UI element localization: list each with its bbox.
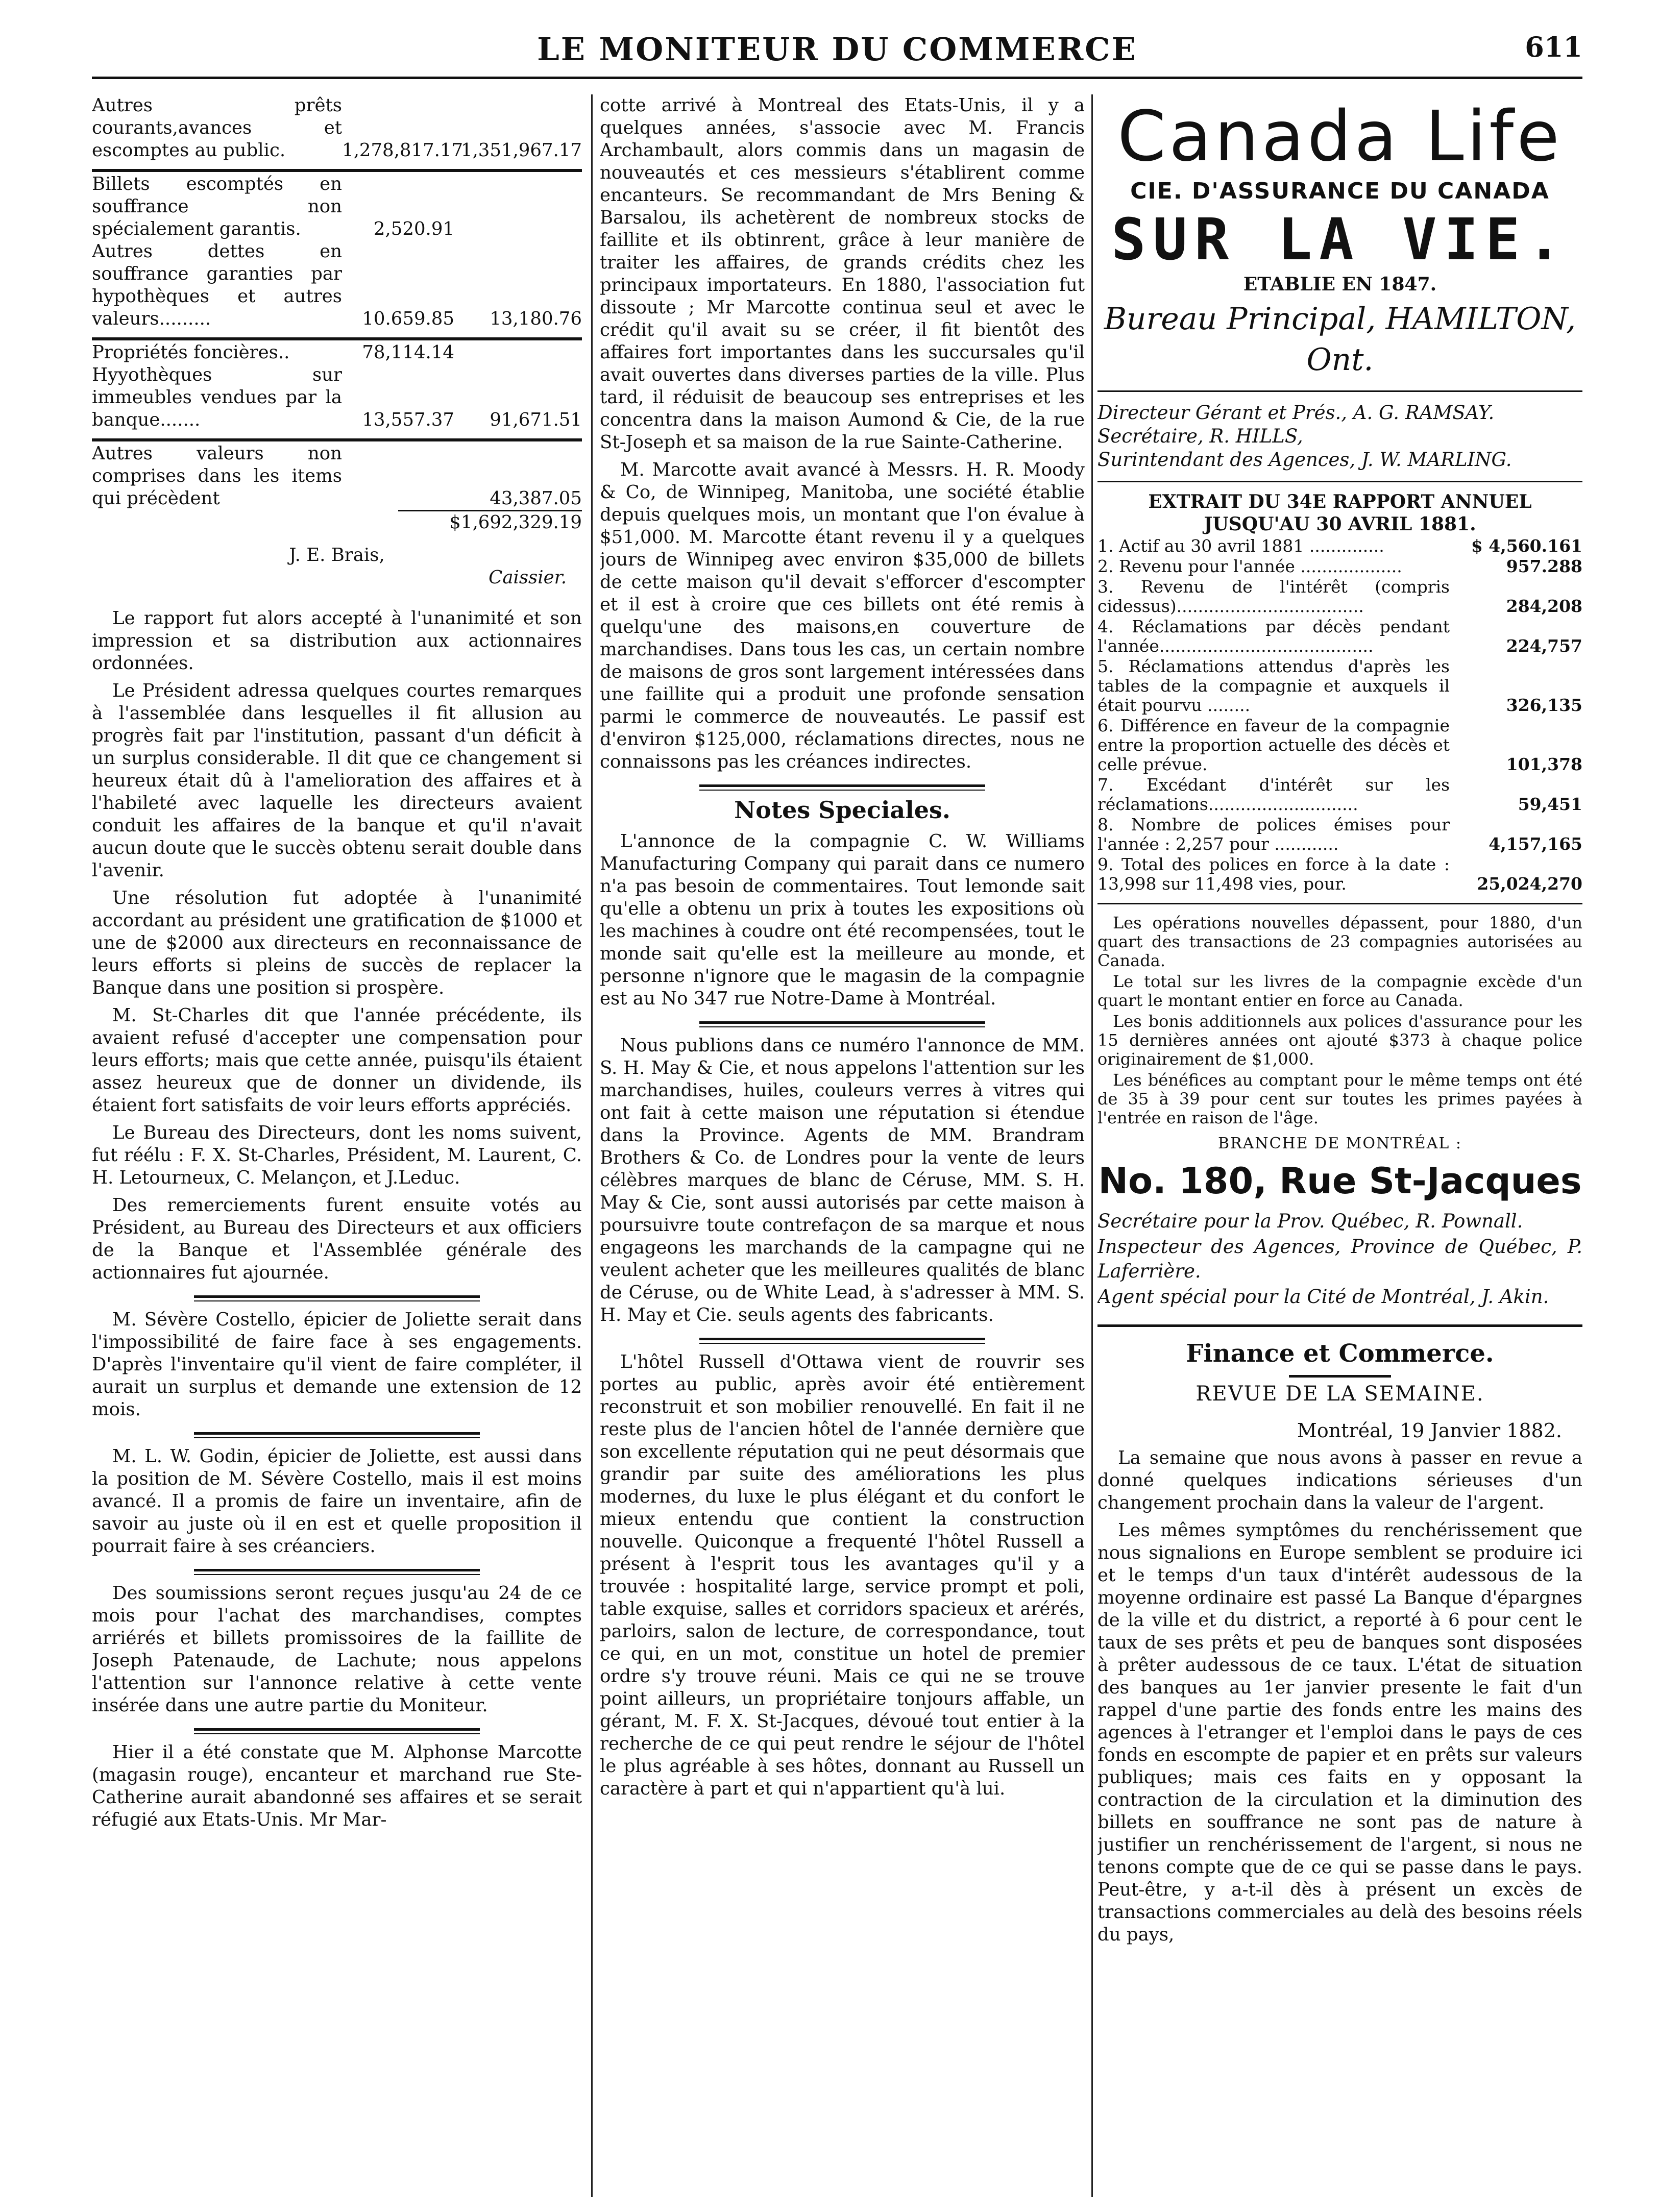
revue-title: REVUE DE LA SEMAINE.	[1196, 1382, 1484, 1406]
stat-label: 7. Excédant d'intérêt sur les réclamations............................	[1097, 775, 1450, 814]
notice-paragraph: M. L. W. Godin, épicier de Joliette, est aussi dans la position de M. Sévère Costello, mais il est moins avancé. Il a promis de faire un inventaire, afin de savoir au juste où il en est et quelle proposition il pourrait faire à ses créanciers.	[92, 1446, 582, 1557]
ad-note: Les opérations nouvelles dépassent, pour 1880, d'un quart des transactions de 23 compagnies autorisées au Canada.	[1097, 913, 1582, 970]
header-rule	[92, 77, 1582, 79]
ad-stat-row	[1097, 775, 1582, 814]
article-paragraph: Des remerciements furent ensuite votés au Président, au Bureau des Directeurs et aux officiers de la Banque et l'Assemblée générale des actionnaires fut ajournée.	[92, 1195, 582, 1283]
section-divider	[194, 1728, 480, 1734]
ad-bureau: Bureau Principal, HAMILTON, Ont.	[1104, 301, 1576, 378]
ad-title: Canada Life	[1117, 96, 1563, 177]
note-paragraph: L'annonce de la compagnie C. W. Williams Manufacturing Company qui parait dans ce numero n'a pas besoin de commentaires. Tout lemonde sait qu'elle a obtenu un prix à toutes les expositions où les machines à coudre ont été recompensées, tout le monde sait qu'elle est la meilleure au monde, et personne n'ignore que le magasin de la compagnie est au No 347 rue Notre-Dame à Montréal.	[600, 831, 1085, 1009]
ad-extrait-date: JUSQU'AU 30 AVRIL 1881.	[1204, 513, 1476, 535]
ad-agent: Agent spécial pour la Cité de Montréal, J. Akin.	[1097, 1286, 1549, 1308]
ad-stat-row	[1097, 657, 1582, 715]
article-paragraph: M. St-Charles dit que l'année précédente, ils avaient refusé d'accepter une compensation pour leurs efforts; mais que cette année, puisqu'ils étaient assez heureux que de donner un dividende, ils étaient fort satisfaits de voir leurs efforts appréciés.	[92, 1005, 582, 1116]
page-header	[92, 26, 1582, 77]
statement-label: Propriétés foncières..	[92, 342, 290, 363]
ad-stat-row	[1097, 855, 1582, 894]
column-left	[92, 94, 582, 2197]
column-middle	[600, 94, 1085, 2197]
statement-row	[92, 341, 582, 364]
note-paragraph: Nous publions dans ce numéro l'annonce de MM. S. H. May & Cie, et nous appelons l'attention sur les marchandises, huiles, couleurs verres à vitres qui ont fait à cette maison une réputation si étendue dans la Province. Agents de MM. Brandram Brothers & Co. de Londres pour la vente de leurs célèbres marques de blanc de Céruse, MM. S. H. May & Cie, sont aussi autorisés par cette maison à poursuivre toute contrefaçon de sa marque et nous engageons les marchands de la campagne qui ne veulent acheter que les meilleures qualités de blanc de Céruse, ou de White Lead, à s'adresser à MM. S. H. May et Cie. seuls agents des fabricants.	[600, 1035, 1085, 1325]
ad-officer: Surintendant des Agences, J. W. MARLING.	[1097, 449, 1512, 471]
section-divider	[194, 1295, 480, 1301]
ad-stat-row	[1097, 716, 1582, 774]
column-divider	[1091, 94, 1093, 2197]
article-paragraph: Une résolution fut adoptée à l'unanimité accordant au président une gratification de $1000 et une de $2000 aux directeurs en reconnaissance de leurs efforts si pleins de succès de replacer la Banque dans une position si prospère.	[92, 888, 582, 998]
section-divider	[194, 1569, 480, 1575]
dateline: Montréal, 19 Janvier 1882.	[1297, 1419, 1562, 1442]
stat-label: 3. Revenu de l'intérêt (compris cidessus)...................................	[1097, 577, 1450, 616]
ad-address: No. 180, Rue St-Jacques	[1098, 1160, 1582, 1202]
stat-label: 8. Nombre de polices émises pour l'année : 2,257 pour ............	[1097, 815, 1450, 854]
article-paragraph: Le Bureau des Directeurs, dont les noms suivent, fut réélu : F. X. St-Charles, Président, M. Laurent, C. H. Letourneux, C. Melançon, et J.Leduc.	[92, 1122, 582, 1188]
note-paragraph: L'hôtel Russell d'Ottawa vient de rouvrir ses portes au public, après avoir été entièrement reconstruit et son mobilier renouvellé. En fait il ne reste plus de l'ancien hôtel de l'année dernière que son excellente réputation qui ne peut désormais que grandir par suite des améliorations les plus modernes, du luxe le plus élégant et du confort le mieux entendu que contient la construction nouvelle. Quiconque a frequenté l'hôtel Russell a présent à l'esprit tous les avantages qu'il y a trouvée : hospitalité large, service prompt et poli, table exquise, salles et corridors spacieux et arérés, parloirs, salon de lecture, de correspondance, tout ce qui, en un mot, constitue un hotel de premier ordre s'y trouve réuni. Mais ce qui ne se trouve point ailleurs, un propriétaire tonjours affable, un gérant, M. F. X. St-Jacques, dévoué tout entier à la recherche de ce qui peut rendre le séjour de l'hôtel le plus agréable à ses hôtes, donnant au Russell un caractère à part et qui n'appartient qu'à lui.	[600, 1351, 1085, 1799]
statement-amount: 1,278,817.17	[342, 140, 463, 161]
canada-life-advertisement	[1097, 96, 1582, 1309]
column-right	[1097, 94, 1582, 2197]
ad-note: Les bénéfices au comptant pour le même temps ont été de 35 à 39 pour cent sur toutes les primes payées à l'entrée en raison de l'âge.	[1097, 1070, 1582, 1127]
stat-label: 2. Revenu pour l'année ...................	[1097, 556, 1402, 576]
stat-label: 4. Réclamations par décès pendant l'année........................................	[1097, 617, 1450, 656]
stat-label: 1. Actif au 30 avril 1881 ..............	[1097, 536, 1384, 556]
stat-label: 9. Total des polices en force à la date : 13,998 sur 11,498 vies, pour.	[1097, 854, 1450, 894]
notice-paragraph: Des soumissions seront reçues jusqu'au 24 de ce mois pour l'achat des marchandises, comptes arriérés et billets promissoires de la faillite de Joseph Patenaude, de Lachute; nous appelons l'attention sur l'annonce relative à cette vente insérée dans une autre partie du Moniteur.	[92, 1583, 582, 1716]
ad-note: Le total sur les livres de la compagnie excède d'un quart le montant entier en force au Canada.	[1097, 972, 1582, 1010]
article-paragraph: Les mêmes symptômes du renchérissement que nous signalions en Europe semblent se produire ici et le temps d'un taux d'intérêt audessous de la moyenne ordinaire est passé La Banque d'épargnes de la ville et du district, a reporté à 6 pour cent le taux de ses prêts et peu de banques sont disposées à prêter audessous de ce taux. L'état de situation des banques au 1er janvier presente le fait d'un rappel d'une partie des fonds entre les mains des agences à l'etranger et l'emploi dans le pays de ces fonds en escompte de papier et en prêts sur valeurs publiques; mais ces faits en y opposant la contraction de la circulation et la diminution des billets en souffrance ne sont pas de nature à justifier un renchérissement de l'argent, si nous ne tenons compte que de ce qui se passe dans le pays. Peut-être, y a-t-il dès à présent un excès de transactions commerciales au delà des besoins réels du pays,	[1097, 1520, 1582, 1945]
column-divider	[591, 94, 593, 2197]
statement-row	[92, 240, 582, 330]
ad-officer: Directeur Gérant et Prés., A. G. RAMSAY.	[1097, 402, 1495, 424]
ad-agent: Inspecteur des Agences, Province de Québec, P. Laferrière.	[1097, 1236, 1582, 1282]
statement-label: Autres prêts courants,avances et escomptes au public.	[92, 95, 342, 161]
page-number: 611	[1525, 31, 1582, 63]
statement-label: Autres valeurs non comprises dans les items qui précèdent	[92, 443, 342, 509]
ad-stat-row	[1097, 557, 1582, 576]
ad-agent: Secrétaire pour la Prov. Québec, R. Pownall.	[1097, 1210, 1523, 1232]
stat-value: 101,378	[1506, 754, 1582, 774]
ad-stat-row	[1097, 577, 1582, 616]
stat-value: 224,757	[1506, 636, 1582, 656]
rule	[1289, 1375, 1391, 1378]
rule	[1097, 390, 1582, 392]
section-divider	[699, 1338, 985, 1344]
statement-amount: 13,557.37	[362, 409, 454, 430]
notice-paragraph: M. Sévère Costello, épicier de Joliette serait dans l'impossibilité de faire face à ses engagements. D'après l'inventaire qu'il vient de faire compléter, il aurait un surplus et demande une extension de 12 mois.	[92, 1309, 582, 1420]
stat-label: 6. Différence en faveur de la compagnie entre la proportion actuelle des décès et celle prévue.	[1097, 716, 1450, 774]
statement-total: 13,180.76	[490, 308, 582, 329]
signature-name: J. E. Brais,	[289, 545, 385, 566]
rule	[92, 169, 582, 172]
masthead: LE MONITEUR DU COMMERCE	[537, 31, 1137, 68]
ad-subtitle: CIE. D'ASSURANCE DU CANADA	[1130, 178, 1550, 204]
statement-total-row	[92, 510, 582, 534]
statement-amount: 78,114.14	[362, 342, 454, 363]
ad-note: Les bonis additionnels aux polices d'assurance pour les 15 dernières années ont ajouté $373 à chaque police originairement de $1,000.	[1097, 1012, 1582, 1069]
stat-value: 284,208	[1506, 596, 1582, 616]
signature-title: Caissier.	[489, 567, 567, 588]
statement-row	[92, 364, 582, 431]
stat-value: 25,024,270	[1477, 874, 1582, 894]
stat-value: 59,451	[1518, 794, 1582, 814]
stat-label: 5. Réclamations attendus d'après les tables de la compagnie et auxquels il était pourvu ........	[1097, 656, 1450, 715]
ad-stat-row	[1097, 815, 1582, 854]
finance-title: Finance et Commerce.	[1186, 1339, 1494, 1368]
statement-row	[92, 173, 582, 240]
ad-established: ETABLIE EN 1847.	[1243, 274, 1437, 295]
rule	[92, 438, 582, 441]
notice-paragraph: Hier il a été constate que M. Alphonse Marcotte (magasin rouge), encanteur et marchand rue Ste-Catherine aurait abandonné ses affaires et se serait réfugié aux Etats-Unis. Mr Mar-	[92, 1742, 582, 1830]
article-paragraph: cotte arrivé à Montreal des Etats-Unis, il y a quelques années, s'associe avec M. Francis Archambault, alors commis dans un magasin de nouveautés et ces messieurs s'établirent comme encanteurs. Se recommandant de Mrs Bening & Barsalou, ils achetèrent de nombreux stocks de faillite et ils obtinrent, grâce à leur manière de traiter les affaires, de grands crédits chez les principaux importateurs. En 1880, l'association fut dissoute ; Mr Marcotte continua seul et avec le crédit qu'il avait su se créer, il fit bientôt des affaires fort importantes dans les succursales qu'il avait ouvertes dans diverses parties de la ville. Plus tard, il réduisit de beaucoup ses entreprises et les concentra dans la maison Aumond & Cie, de la rue St-Joseph et sa maison de la rue Sainte-Catherine.	[600, 95, 1085, 453]
section-divider	[699, 1021, 985, 1027]
ad-sur-la-vie: SUR LA VIE.	[1111, 207, 1569, 273]
section-divider	[699, 784, 985, 791]
ad-stat-row	[1097, 536, 1582, 556]
statement-label: Billets escomptés en souffrance non spécialement garantis.	[92, 174, 342, 239]
section-divider	[194, 1432, 480, 1438]
statement-row	[92, 443, 582, 510]
rule	[1097, 903, 1582, 904]
financial-statement	[92, 94, 582, 534]
rule	[1097, 481, 1582, 482]
ad-bottom-rule	[1097, 1324, 1582, 1327]
statement-total: 91,671.51	[490, 409, 582, 430]
statement-label: Autres dettes en souffrance garanties par hypothèques et autres valeurs.........	[92, 241, 342, 329]
stat-value: $ 4,560.161	[1471, 536, 1582, 556]
stat-value: 4,157,165	[1489, 834, 1582, 854]
statement-total: 43,387.05	[490, 488, 582, 509]
statement-row	[92, 94, 582, 162]
grand-total: $1,692,329.19	[398, 510, 582, 534]
article-paragraph: Le Président adressa quelques courtes remarques à l'assemblée dans lesquelles il fit allusion au progrès fait par l'institution, passant d'un déficit à un surplus considerable. Il dit que ce changement si heureux était dû à l'amelioration des affaires et à l'habileté avec laquelle les directeurs avaient conduit les affaires de la banque et qu'il n'avait aucun doute que le succès obtenu serait double dans l'avenir.	[92, 680, 582, 881]
statement-amount: 10.659.85	[362, 308, 454, 329]
article-paragraph: La semaine que nous avons à passer en revue a donné quelques indications sérieuses d'un changement prochain dans la valeur de l'argent.	[1097, 1447, 1582, 1513]
rule	[92, 337, 582, 340]
statement-label: Hyyothèques sur immeubles vendues par la banque.......	[92, 364, 342, 430]
ad-stat-row	[1097, 617, 1582, 656]
ad-officer: Secrétaire, R. HILLS,	[1097, 425, 1303, 447]
article-paragraph: M. Marcotte avait avancé à Messrs. H. R. Moody & Co, de Winnipeg, Manitoba, une société établie depuis quelques mois, un montant que l'on évalue à $51,000. M. Marcotte étant revenu il y a quelques jours de Winnipeg avec environ $35,000 de billets de cette maison qu'il devait s'efforcer d'escompter et il est à croire que ces billets ont été remis à quelqu'une des maisons,en couverture de marchandises. Dans tous les cas, un certain nombre de maisons de gros sont largement intéressées dans une faillite qui a produit une profonde sensation parmi le commerce de nouveautés. Le passif est d'environ $125,000, réclamations directes, nous ne connaissons pas les créances indirectes.	[600, 459, 1085, 772]
article-paragraph: Le rapport fut alors accepté à l'unanimité et son impression et sa distribution aux actionnaires ordonnées.	[92, 608, 582, 674]
statement-amount: 2,520.91	[373, 218, 454, 239]
stat-value: 957.288	[1506, 556, 1582, 576]
ad-extrait-title: EXTRAIT DU 34E RAPPORT ANNUEL	[1148, 491, 1532, 512]
stat-value: 326,135	[1506, 695, 1582, 715]
notes-speciales-title: Notes Speciales.	[734, 796, 950, 824]
statement-total: 1,351,967.17	[460, 140, 582, 161]
ad-branche: BRANCHE DE MONTRÉAL :	[1218, 1135, 1462, 1152]
